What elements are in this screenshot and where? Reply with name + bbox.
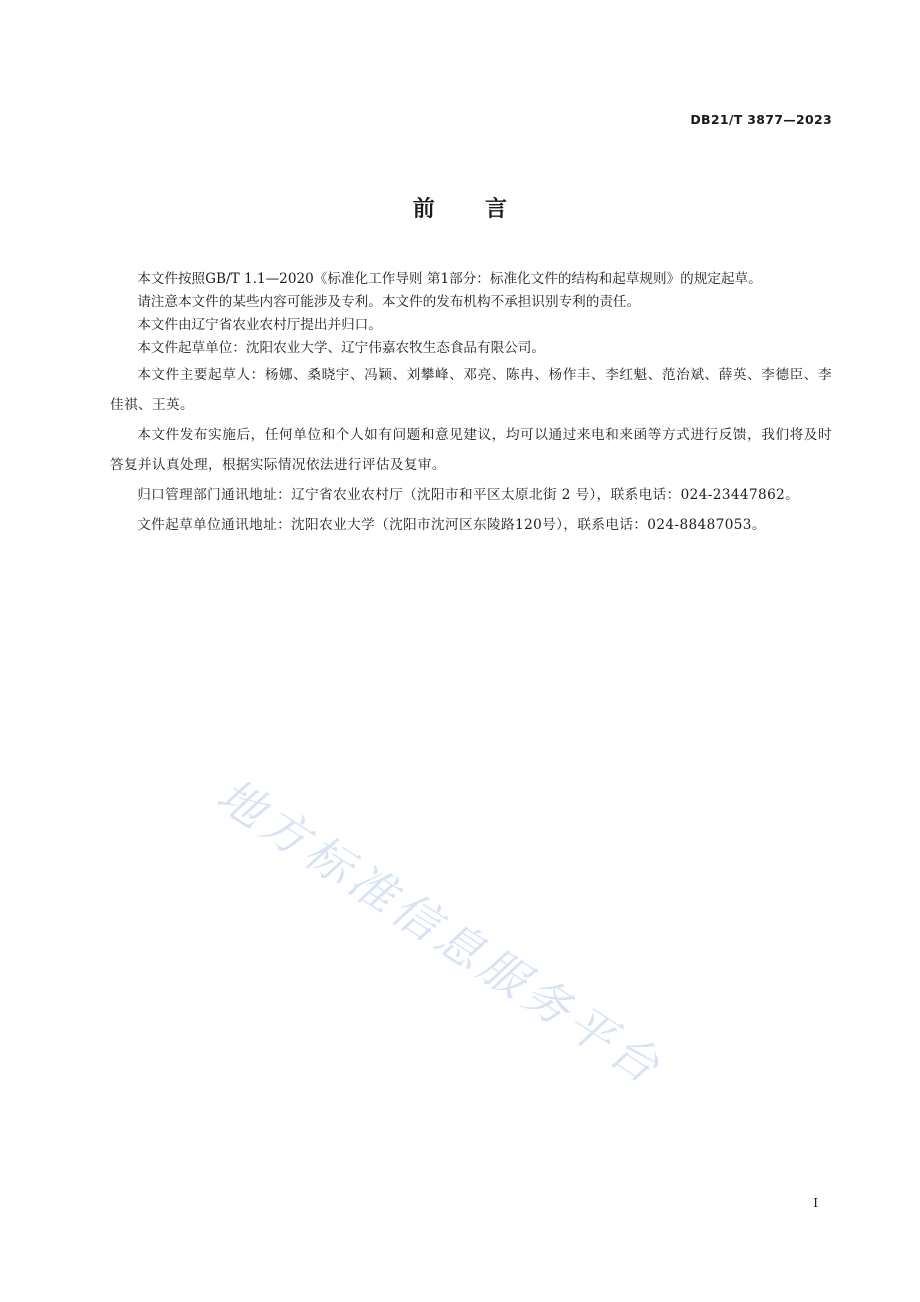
paragraph-patent-notice: 请注意本文件的某些内容可能涉及专利。本文件的发布机构不承担识别专利的责任。: [137, 294, 641, 310]
watermark: 地方标准信息服务平台: [207, 767, 674, 1097]
paragraph-drafters: 本文件主要起草人：杨娜、桑晓宇、冯颖、刘攀峰、邓亮、陈冉、杨作丰、李红魁、范治斌、薛英、李德臣、李佳祺、王英。: [110, 367, 832, 413]
paragraph-standard-basis: 本文件按照GB/T 1.1—2020《标准化工作导则 第1部分：标准化文件的结构和起草规则》的规定起草。: [137, 271, 762, 287]
paragraph-feedback: 本文件发布实施后，任何单位和个人如有问题和意见建议，均可以通过来电和来函等方式进行反馈，我们将及时答复并认真处理，根据实际情况依法进行评估及复审。: [110, 427, 832, 473]
title-char-2: 言: [485, 197, 508, 222]
paragraph-authority-contact: 归口管理部门通讯地址：辽宁省农业农村厅（沈阳市和平区太原北街 2 号），联系电话：024-23447862。: [137, 487, 800, 503]
paragraph-drafter-contact: 文件起草单位通讯地址：沈阳农业大学（沈阳市沈河区东陵路120号），联系电话：024-88487053。: [137, 517, 766, 533]
paragraph-drafting-units: 本文件起草单位：沈阳农业大学、辽宁伟嘉农牧生态食品有限公司。: [137, 340, 545, 356]
paragraph-proposer: 本文件由辽宁省农业农村厅提出并归口。: [137, 317, 382, 333]
page-title: [0, 192, 920, 223]
page-number: I: [813, 1196, 818, 1210]
document-code: DB21/T 3877—2023: [690, 112, 832, 127]
foreword-body: [110, 268, 832, 540]
title-char-1: 前: [412, 197, 435, 222]
